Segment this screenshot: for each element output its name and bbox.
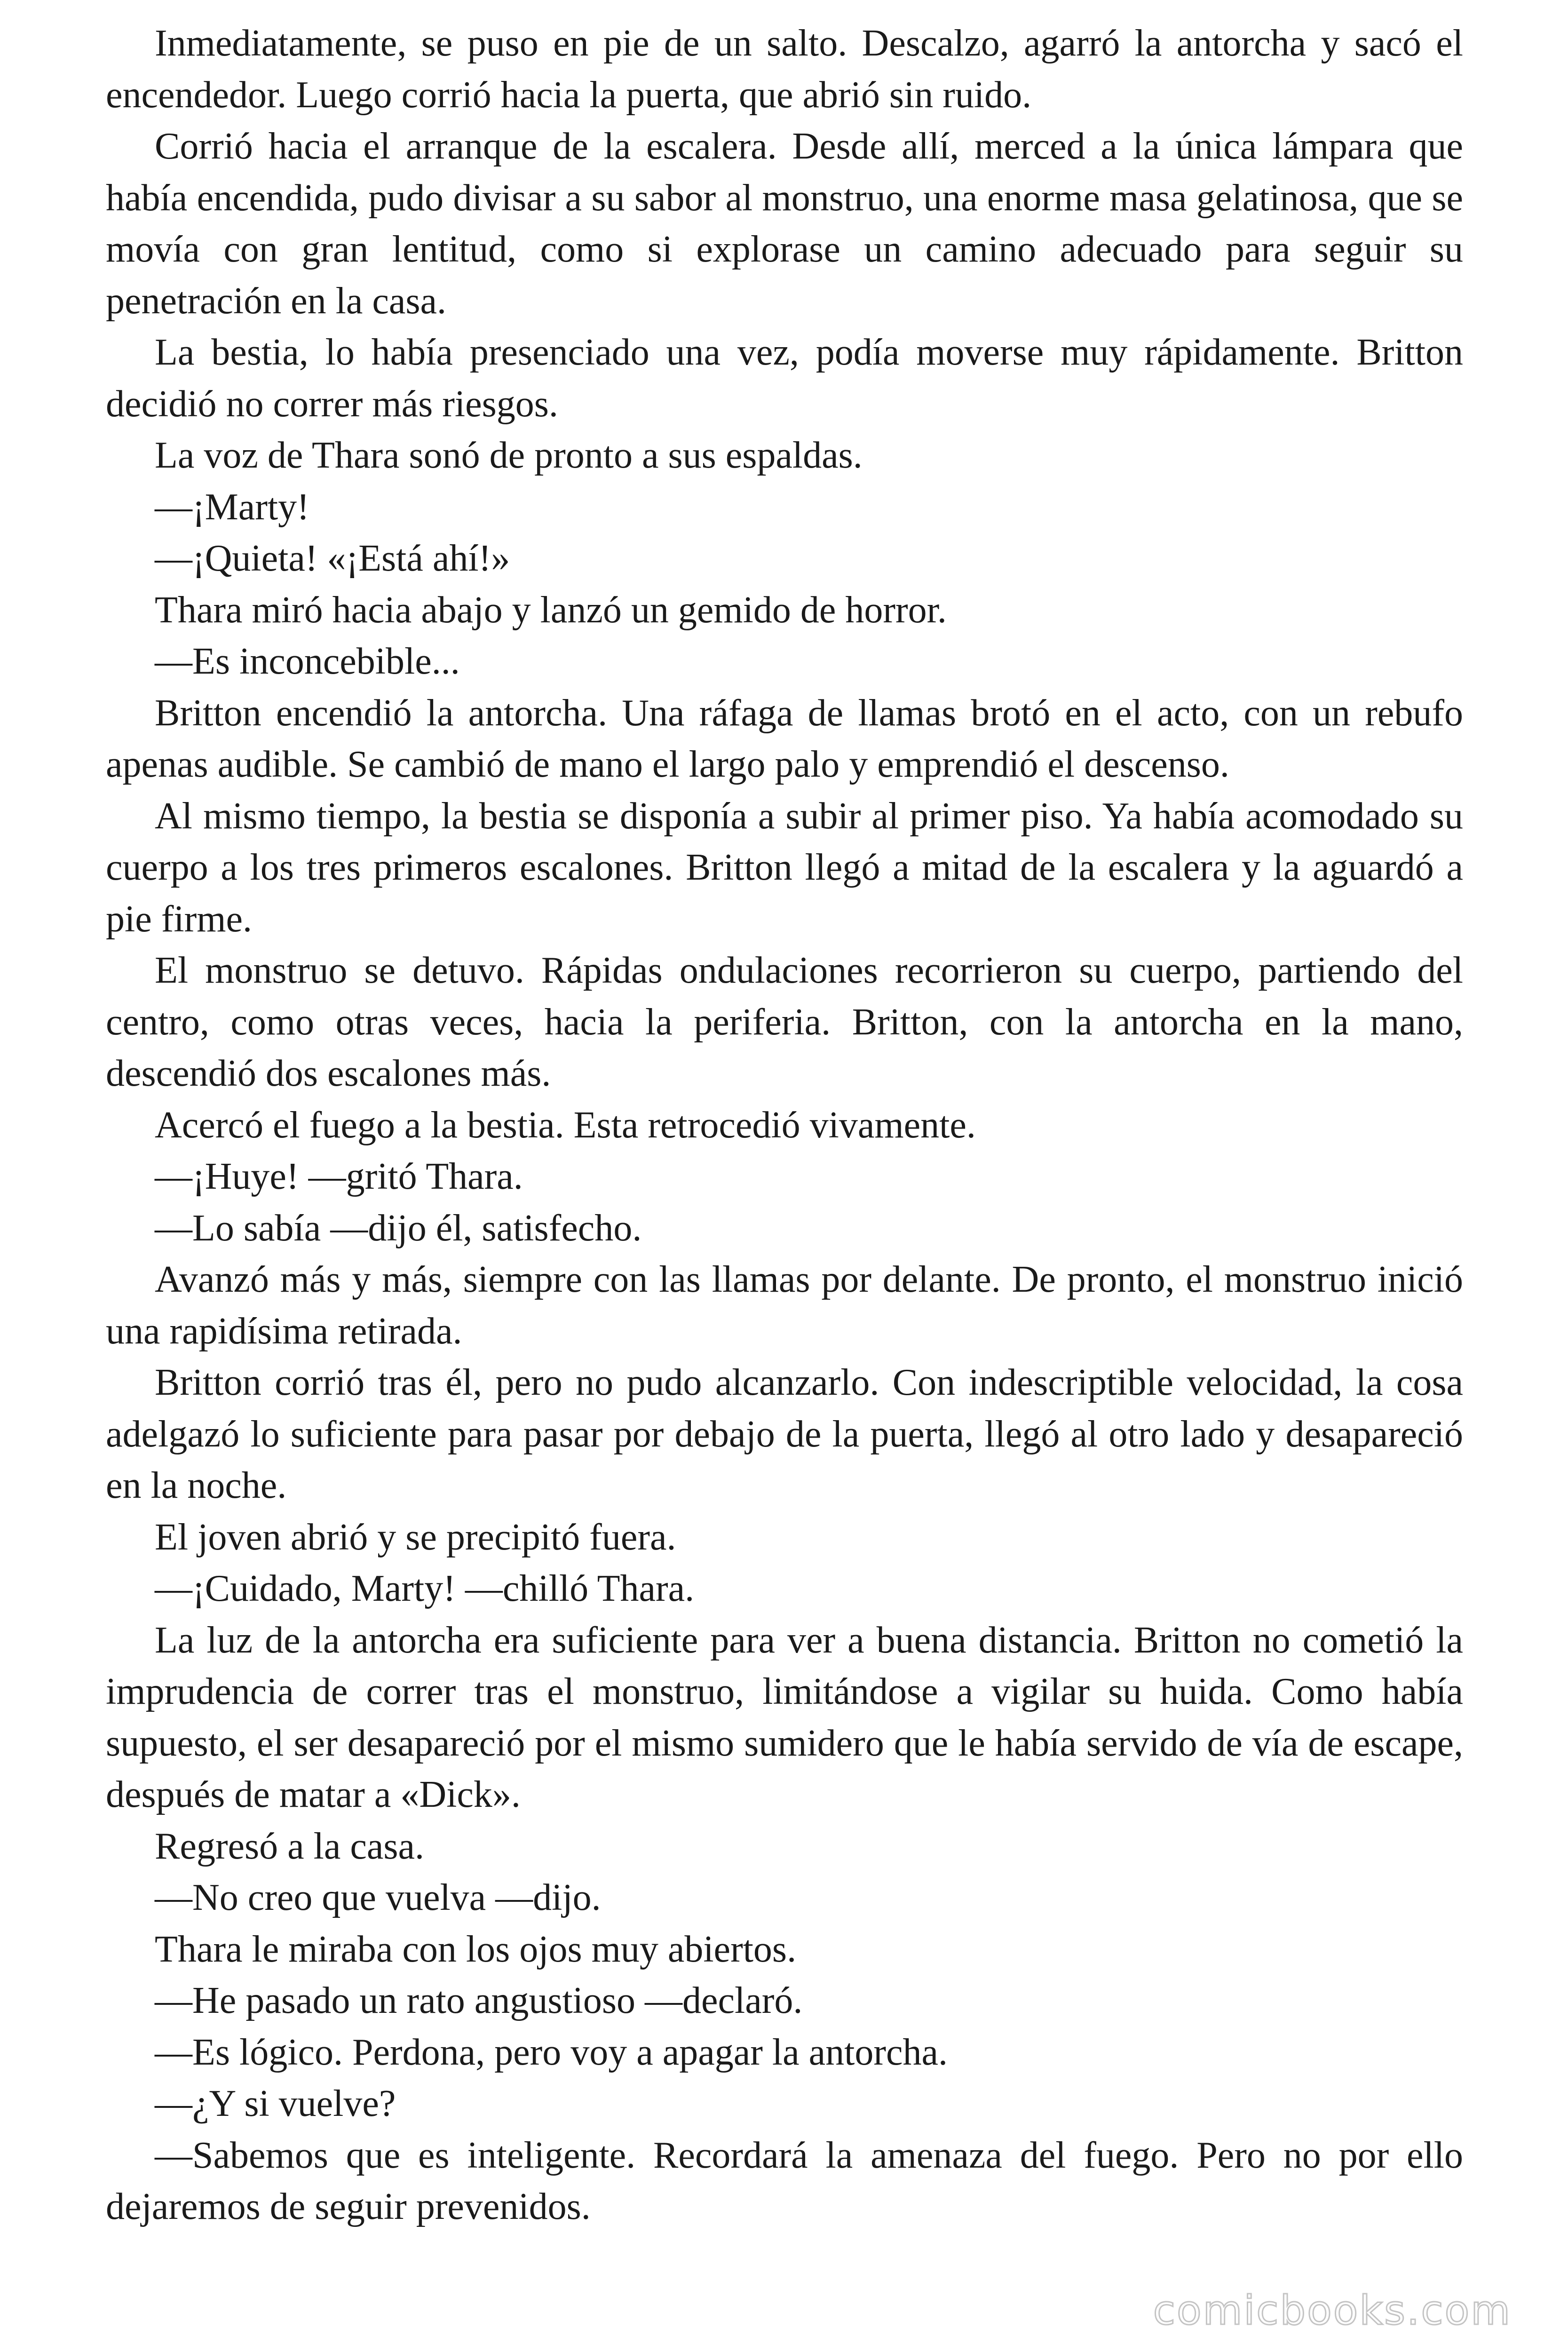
paragraph: —¿Y si vuelve? bbox=[155, 2083, 396, 2124]
paragraph: —¡Quieta! «¡Está ahí!» bbox=[155, 538, 510, 579]
paragraph: —No creo que vuelva —dijo. bbox=[155, 1877, 601, 1918]
paragraph: —He pasado un rato angustioso —declaró. bbox=[155, 1980, 803, 2021]
paragraph: Al mismo tiempo, la bestia se disponía a subir al primer piso. Ya había acomodado su cuerpo a los tres primeros escalones. Britton llegó a mitad de la escalera y la aguardó a pie firme. bbox=[106, 795, 1463, 940]
paragraph: —¡Huye! —gritó Thara. bbox=[155, 1156, 523, 1197]
watermark: comicbooks.com bbox=[1153, 2287, 1512, 2334]
paragraph: —¡Cuidado, Marty! —chilló Thara. bbox=[155, 1568, 695, 1609]
paragraph: —Es inconcebible... bbox=[155, 641, 460, 682]
paragraph: Britton corrió tras él, pero no pudo alcanzarlo. Con indescriptible velocidad, la cosa adelgazó lo suficiente para pasar por debajo de la puerta, llegó al otro lado y desapareció en la noche. bbox=[106, 1362, 1463, 1506]
paragraph: —Sabemos que es inteligente. Recordará la amenaza del fuego. Pero no por ello dejaremos de seguir prevenidos. bbox=[106, 2134, 1463, 2227]
paragraph: La luz de la antorcha era suficiente para ver a buena distancia. Britton no cometió la imprudencia de correr tras el monstruo, limitándose a vigilar su huida. Como había supuesto, el ser desapareció por el mismo sumidero que le había servido de vía de escape, después de matar a «Dick». bbox=[106, 1619, 1463, 1815]
paragraph: La voz de Thara sonó de pronto a sus espaldas. bbox=[155, 435, 863, 476]
paragraph: Regresó a la casa. bbox=[155, 1825, 425, 1867]
paragraph: Thara le miraba con los ojos muy abiertos. bbox=[155, 1928, 797, 1970]
paragraph: Corrió hacia el arranque de la escalera. Desde allí, merced a la única lámpara que había encendida, pudo divisar a su sabor al monstruo, una enorme masa gelatinosa, que se movía con gran lentitud, como si explorase un camino adecuado para seguir su penetración en la casa. bbox=[106, 126, 1463, 322]
paragraph: La bestia, lo había presenciado una vez, podía moverse muy rápidamente. Britton decidió no correr más riesgos. bbox=[106, 332, 1463, 425]
paragraph: El joven abrió y se precipitó fuera. bbox=[155, 1516, 676, 1558]
paragraph: —Es lógico. Perdona, pero voy a apagar la antorcha. bbox=[155, 2031, 948, 2073]
paragraph: Thara miró hacia abajo y lanzó un gemido de horror. bbox=[155, 589, 947, 631]
paragraph: El monstruo se detuvo. Rápidas ondulaciones recorrieron su cuerpo, partiendo del centro, como otras veces, hacia la periferia. Britton, con la antorcha en la mano, descendió dos escalones más. bbox=[106, 950, 1463, 1094]
paragraph: —Lo sabía —dijo él, satisfecho. bbox=[155, 1207, 642, 1249]
paragraph: Britton encendió la antorcha. Una ráfaga de llamas brotó en el acto, con un rebufo apenas audible. Se cambió de mano el largo palo y emprendió el descenso. bbox=[106, 692, 1463, 785]
page-text bbox=[106, 18, 1463, 2233]
paragraph: —¡Marty! bbox=[155, 486, 309, 528]
paragraph: Acercó el fuego a la bestia. Esta retrocedió vivamente. bbox=[155, 1104, 976, 1146]
paragraph: Inmediatamente, se puso en pie de un salto. Descalzo, agarró la antorcha y sacó el encendedor. Luego corrió hacia la puerta, que abrió sin ruido. bbox=[106, 23, 1463, 116]
paragraph: Avanzó más y más, siempre con las llamas por delante. De pronto, el monstruo inició una rapidísima retirada. bbox=[106, 1259, 1463, 1352]
